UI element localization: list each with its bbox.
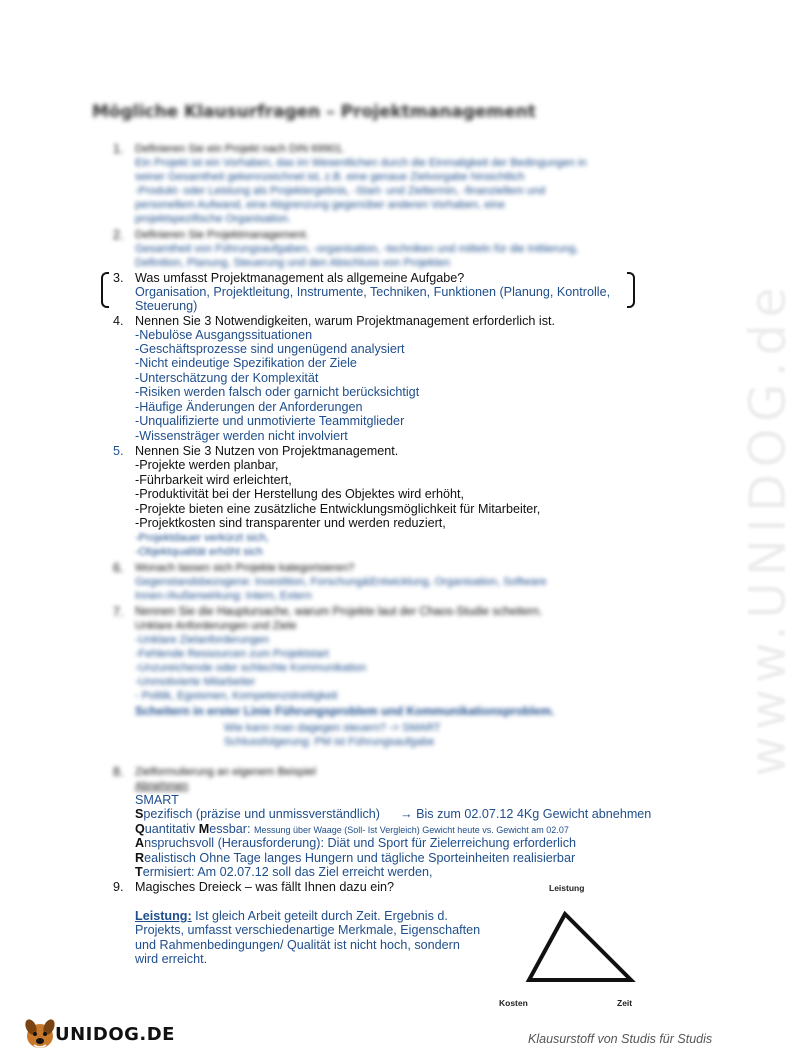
smart-initial: T [135, 865, 143, 879]
answer-4-line: -Häufige Änderungen der Anforderungen [135, 400, 363, 414]
answer-7-line: -Unmotivierte Mitarbeiter [135, 676, 256, 688]
answer-7-line: -Unklare Zielanforderungen [135, 634, 269, 646]
answer-5-line-blurred: -Objektqualität erhöht sich [135, 546, 263, 558]
answer-9-line: und Rahmenbedingungen/ Qualität ist nicht hoch, sondern [135, 938, 460, 952]
answer-5-line: -Produktivität bei der Herstellung des Objektes wird erhöht, [135, 487, 464, 501]
footer-tagline: Klausurstoff von Studis für Studis [528, 1032, 713, 1046]
smart-text: ealistisch Ohne Tage langes Hungern und tägliche Sporteinheiten realisierbar [144, 851, 576, 865]
answer-4-line: -Risiken werden falsch oder garnicht berücksichtigt [135, 385, 420, 399]
page-title: Mögliche Klausurfragen – Projektmanagement [92, 102, 536, 122]
answer-7-followup: Schlussfolgerung: PM ist Führungsaufgabe [224, 736, 435, 748]
question-8: Zielformulierung an eigenem Beispiel [135, 766, 316, 778]
answer-7-conclusion: Scheitern in erster Linie Führungsproblem und Kommunikationsproblem. [135, 704, 555, 718]
question-5: Nennen Sie 3 Nutzen von Projektmanagement. [135, 444, 399, 458]
question-2: Definieren Sie Projektmanagement. [135, 229, 309, 241]
question-number-2: 2. [113, 228, 124, 242]
smart-initial: M [198, 822, 210, 836]
answer-4-line: -Unterschätzung der Komplexität [135, 371, 319, 385]
answer-4-line: -Nicht eindeutige Spezifikation der Ziele [135, 356, 357, 370]
answer-4-line: -Nebulöse Ausgangssituationen [135, 328, 313, 342]
dog-logo-icon [20, 1014, 60, 1052]
answer-9-line [135, 909, 448, 924]
question-number-6: 6. [113, 561, 124, 575]
answer-2-line: Gesamtheit von Führungsaufgaben, -organisation, -techniken und mitteln für die Initiierung, [135, 243, 579, 255]
answer-1-line: Ein Projekt ist ein Vorhaben, das im Wesentlichen durch die Einmaligkeit der Bedingungen in [135, 157, 587, 169]
question-4: Nennen Sie 3 Notwendigkeiten, warum Projektmanagement erforderlich ist. [135, 314, 556, 328]
question-number-4: 4. [113, 314, 124, 328]
answer-7-line: - Politik, Egoismen, Kompetenzstreitigkeit [135, 690, 338, 702]
answer-4-line: -Geschäftsprozesse sind ungenügend analysiert [135, 342, 405, 356]
question-number-1: 1. [113, 142, 124, 156]
answer-9-text: Ist gleich Arbeit geteilt durch Zeit. Ergebnis d. [191, 909, 448, 923]
smart-text: nspruchsvoll (Herausforderung): Diät und Sport für Zielerreichung erforderlich [144, 836, 576, 850]
smart-text: essbar: [209, 822, 255, 836]
question-1: Definieren Sie ein Projekt nach DIN 69901. [135, 143, 345, 155]
triangle-label-right: Zeit [617, 998, 633, 1008]
magic-triangle [520, 906, 640, 986]
answer-2-line: Definition, Planung, Steuerung und den Abschluss von Projekten [135, 257, 450, 269]
question-number-8: 8. [113, 765, 124, 779]
question-6: Wonach lassen sich Projekte kategorisieren? [135, 562, 355, 574]
smart-initial: R [135, 851, 145, 865]
answer-1-line: personellem Aufwand, eine Abgrenzung gegenüber anderen Vorhaben, eine [135, 199, 506, 211]
smart-line-s [135, 807, 380, 822]
smart-initial: A [135, 836, 145, 850]
answer-5-line-blurred: -Projektdauer verkürzt sich, [135, 532, 269, 544]
footer-logo-text: UNIDOG.DE [55, 1024, 175, 1045]
smart-title: SMART [135, 793, 179, 807]
answer-4-line: -Wissensträger werden nicht involviert [135, 429, 348, 443]
answer-9-line: Projekts, umfasst verschiedenartige Merkmale, Eigenschaften [135, 923, 481, 937]
answer-7-line: -Unzureichende oder schlechte Kommunikation [135, 662, 367, 674]
smart-text: pezifisch (präzise und unmissverständlich) [143, 807, 380, 821]
question-3: Was umfasst Projektmanagement als allgemeine Aufgabe? [135, 271, 465, 285]
answer-1-line: seiner Gesamtheit gekennzeichnet ist, z.B. eine genaue Zielvorgabe hinsichtlich [135, 171, 525, 183]
bracket-right [627, 272, 635, 308]
answer-1-line: -Produkt- oder Leistung als Projektergebnis, -Start- und Zieltermin, -finanziellem und [135, 185, 546, 197]
smart-line-t [135, 865, 432, 880]
answer-3-line: Organisation, Projektleitung, Instrumente, Techniken, Funktionen (Planung, Kontrolle, [135, 285, 611, 299]
smart-line-a [135, 836, 576, 851]
question-7: Nennen Sie die Hauptursache, warum Projekte laut der Chaos-Studie scheitern. [135, 606, 543, 618]
answer-9-line: wird erreicht. [135, 952, 208, 966]
question-number-3: 3. [113, 271, 124, 285]
bracket-left [101, 272, 109, 308]
answer-5-line: -Projektkosten sind transparenter und werden reduziert, [135, 516, 446, 530]
answer-1-line: projektspezifische Organisation. [135, 213, 291, 225]
smart-initial: S [135, 807, 144, 821]
question-number-9: 9. [113, 880, 124, 894]
question-9: Magisches Dreieck – was fällt Ihnen dazu ein? [135, 880, 395, 894]
answer-8-label: Abnehmen [135, 780, 189, 792]
question-number-7: 7. [113, 605, 124, 619]
smart-goal: → Bis zum 02.07.12 4Kg Gewicht abnehmen [400, 807, 652, 821]
smart-text: uantitativ [144, 822, 199, 836]
answer-6-line: Innen-/Außenwirkung: Intern, Extern [135, 590, 312, 602]
triangle-label-top: Leistung [549, 883, 585, 893]
answer-7-followup: Wie kann man dagegen steuern? -> SMART [224, 722, 441, 734]
smart-text: ermisiert: Am 02.07.12 soll das Ziel erreicht werden, [142, 865, 433, 879]
watermark: www.UNIDOG.de [738, 281, 797, 777]
answer-4-line: -Unqualifizierte und unmotivierte Teammitglieder [135, 414, 405, 428]
question-number-5: 5. [113, 444, 124, 458]
leistung-label: Leistung: [135, 909, 192, 923]
answer-5-line: -Projekte bieten eine zusätzliche Entwicklungsmöglichkeit für Mitarbeiter, [135, 502, 541, 516]
smart-small-text: Messung über Waage (Soll- Ist Vergleich) Gewicht heute vs. Gewicht am 02.07 [254, 825, 569, 835]
triangle-shape [529, 914, 631, 980]
smart-initial: Q [135, 822, 145, 836]
answer-7-line: -Fehlende Ressourcen zum Projektstart [135, 648, 329, 660]
smart-line-r [135, 851, 575, 866]
answer-3-line: Steuerung) [135, 299, 198, 313]
answer-6-line: Gegenstandsbezogene: Investition, Forschung&Entwicklung, Organisation, Software [135, 576, 547, 588]
answer-7-subheading: Unklare Anforderungen und Ziele [135, 620, 297, 632]
triangle-label-left: Kosten [499, 998, 528, 1008]
answer-5-line: -Projekte werden planbar, [135, 458, 279, 472]
answer-5-line: -Führbarkeit wird erleichtert, [135, 473, 292, 487]
